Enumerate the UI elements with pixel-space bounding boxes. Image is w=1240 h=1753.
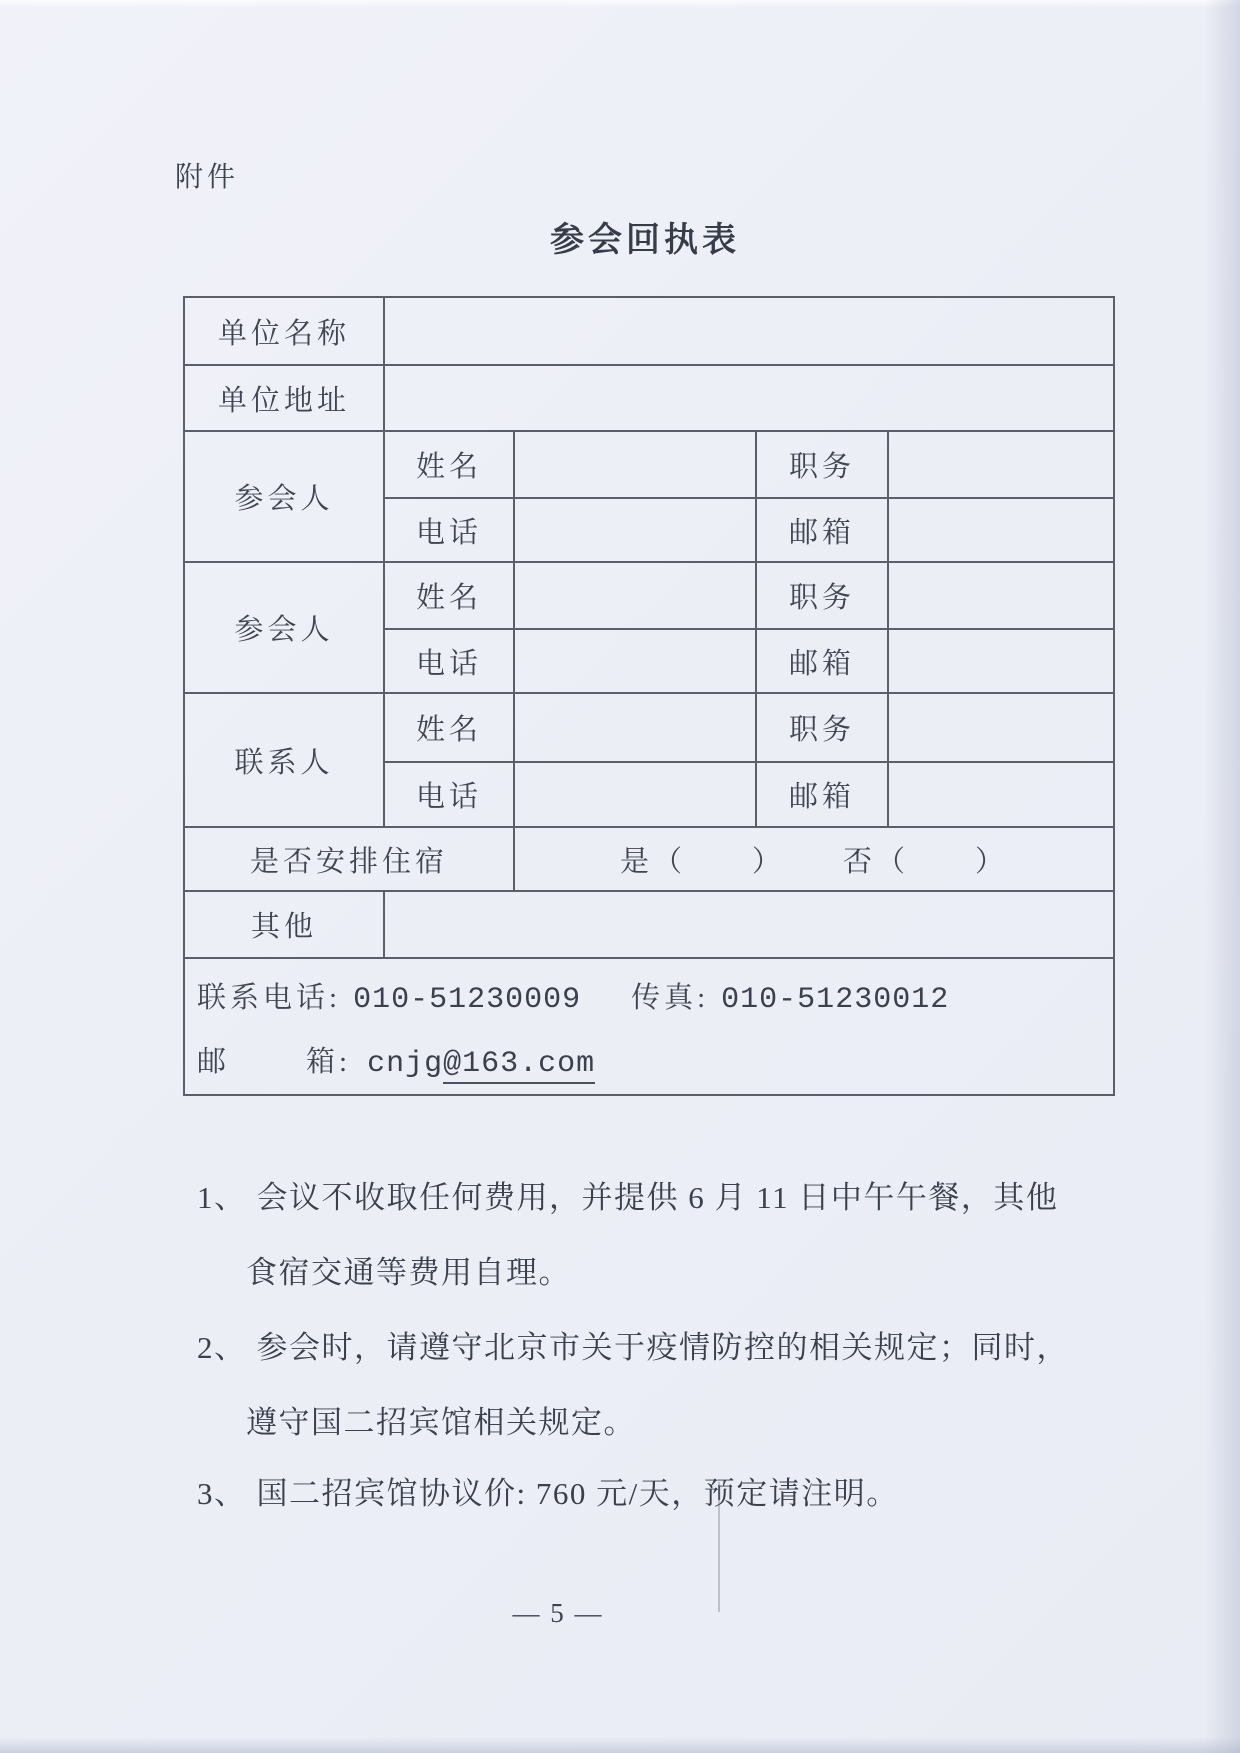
accommodation-no-option: 否（ ） [843, 845, 1009, 878]
unit-address-value-cell [384, 365, 1114, 431]
participant1-role-cell: 参会人 [184, 431, 384, 562]
note-2-text: 参会时，请遵守北京市关于疫情防控的相关规定；同时， [256, 1330, 1069, 1365]
note-3-number: 3、 [197, 1476, 247, 1511]
organizer-phone-fax-line [197, 975, 949, 1017]
contact-person-name-label-cell: 姓名 [384, 693, 514, 762]
participant2-position-value-cell [888, 562, 1114, 629]
contact-person-phone-label-cell: 电话 [384, 762, 514, 827]
unit-name-value-cell [384, 297, 1114, 365]
accommodation-yes-option: 是（ ） [619, 845, 785, 878]
organizer-contact-cell [184, 958, 1114, 1095]
contact-person-phone-value-cell [514, 762, 756, 827]
table-row [184, 365, 1114, 431]
participant1-name-label-cell: 姓名 [384, 431, 514, 498]
scan-edge-right [1204, 0, 1240, 1753]
page-number: — 5 — [512, 1598, 604, 1628]
unit-address-label-cell: 单位地址 [184, 365, 384, 431]
organizer-email-domain: @163.com [443, 1047, 595, 1084]
organizer-phone-number: 010-51230009 [353, 983, 582, 1017]
note-1-number: 1、 [197, 1180, 247, 1215]
participant1-email-label-cell: 邮箱 [756, 498, 888, 562]
contact-person-position-label-cell: 职务 [756, 693, 888, 762]
scan-edge-top [0, 0, 1240, 8]
participant2-role-cell: 参会人 [184, 562, 384, 693]
note-2-number: 2、 [197, 1330, 247, 1365]
page-title: 参会回执表 [550, 222, 740, 259]
note-1-text: 会议不收取任何费用，并提供 6 月 11 日中午午餐，其他 [256, 1180, 1059, 1215]
contact-person-email-value-cell [888, 762, 1114, 827]
contact-person-name-value-cell [514, 693, 756, 762]
other-value-cell [384, 891, 1114, 958]
contact-person-email-label-cell: 邮箱 [756, 762, 888, 827]
table-row [184, 431, 1114, 498]
note-2-line-1 [197, 1322, 1069, 1367]
unit-name-label-cell: 单位名称 [184, 297, 384, 365]
table-row [184, 958, 1114, 1095]
participant1-position-label-cell: 职务 [756, 431, 888, 498]
organizer-fax-number: 010-51230012 [721, 983, 950, 1017]
participant1-phone-value-cell [514, 498, 756, 562]
participant2-email-value-cell [888, 629, 1114, 693]
contact-person-role-cell: 联系人 [184, 693, 384, 827]
note-1-line-1 [197, 1172, 1058, 1217]
note-3-line-1 [197, 1468, 899, 1513]
participant1-position-value-cell [888, 431, 1114, 498]
participant2-name-value-cell [514, 562, 756, 629]
participant2-email-label-cell: 邮箱 [756, 629, 888, 693]
note-3-text: 国二招宾馆协议价: 760 元/天，预定请注明。 [256, 1476, 899, 1511]
organizer-email-user: cnjg [367, 1047, 444, 1081]
table-row [184, 562, 1114, 629]
table-row [184, 297, 1114, 365]
table-row [184, 827, 1114, 891]
participant1-email-value-cell [888, 498, 1114, 562]
note-2-line-2: 遵守国二招宾馆相关规定。 [246, 1405, 636, 1440]
participant2-position-label-cell: 职务 [756, 562, 888, 629]
scan-line-artifact [718, 1482, 720, 1612]
participant1-name-value-cell [514, 431, 756, 498]
table-row [184, 693, 1114, 762]
participant2-phone-label-cell: 电话 [384, 629, 514, 693]
scan-edge-bottom [0, 1737, 1240, 1753]
organizer-email-label-right: 箱: [306, 1046, 352, 1078]
reply-form-table [183, 296, 1115, 1096]
participant1-phone-label-cell: 电话 [384, 498, 514, 562]
organizer-phone-label: 联系电话: [197, 982, 342, 1014]
other-label-cell: 其他 [184, 891, 384, 958]
attachment-label: 附件 [175, 162, 240, 193]
organizer-fax-label: 传真: [631, 982, 710, 1014]
accommodation-options-cell [514, 827, 1114, 891]
contact-person-position-value-cell [888, 693, 1114, 762]
accommodation-label-cell: 是否安排住宿 [184, 827, 514, 891]
participant2-name-label-cell: 姓名 [384, 562, 514, 629]
organizer-email-label-left: 邮 [197, 1046, 231, 1078]
note-1-line-2: 食宿交通等费用自理。 [246, 1255, 571, 1290]
organizer-email-line [197, 1039, 595, 1081]
table-row [184, 891, 1114, 958]
participant2-phone-value-cell [514, 629, 756, 693]
